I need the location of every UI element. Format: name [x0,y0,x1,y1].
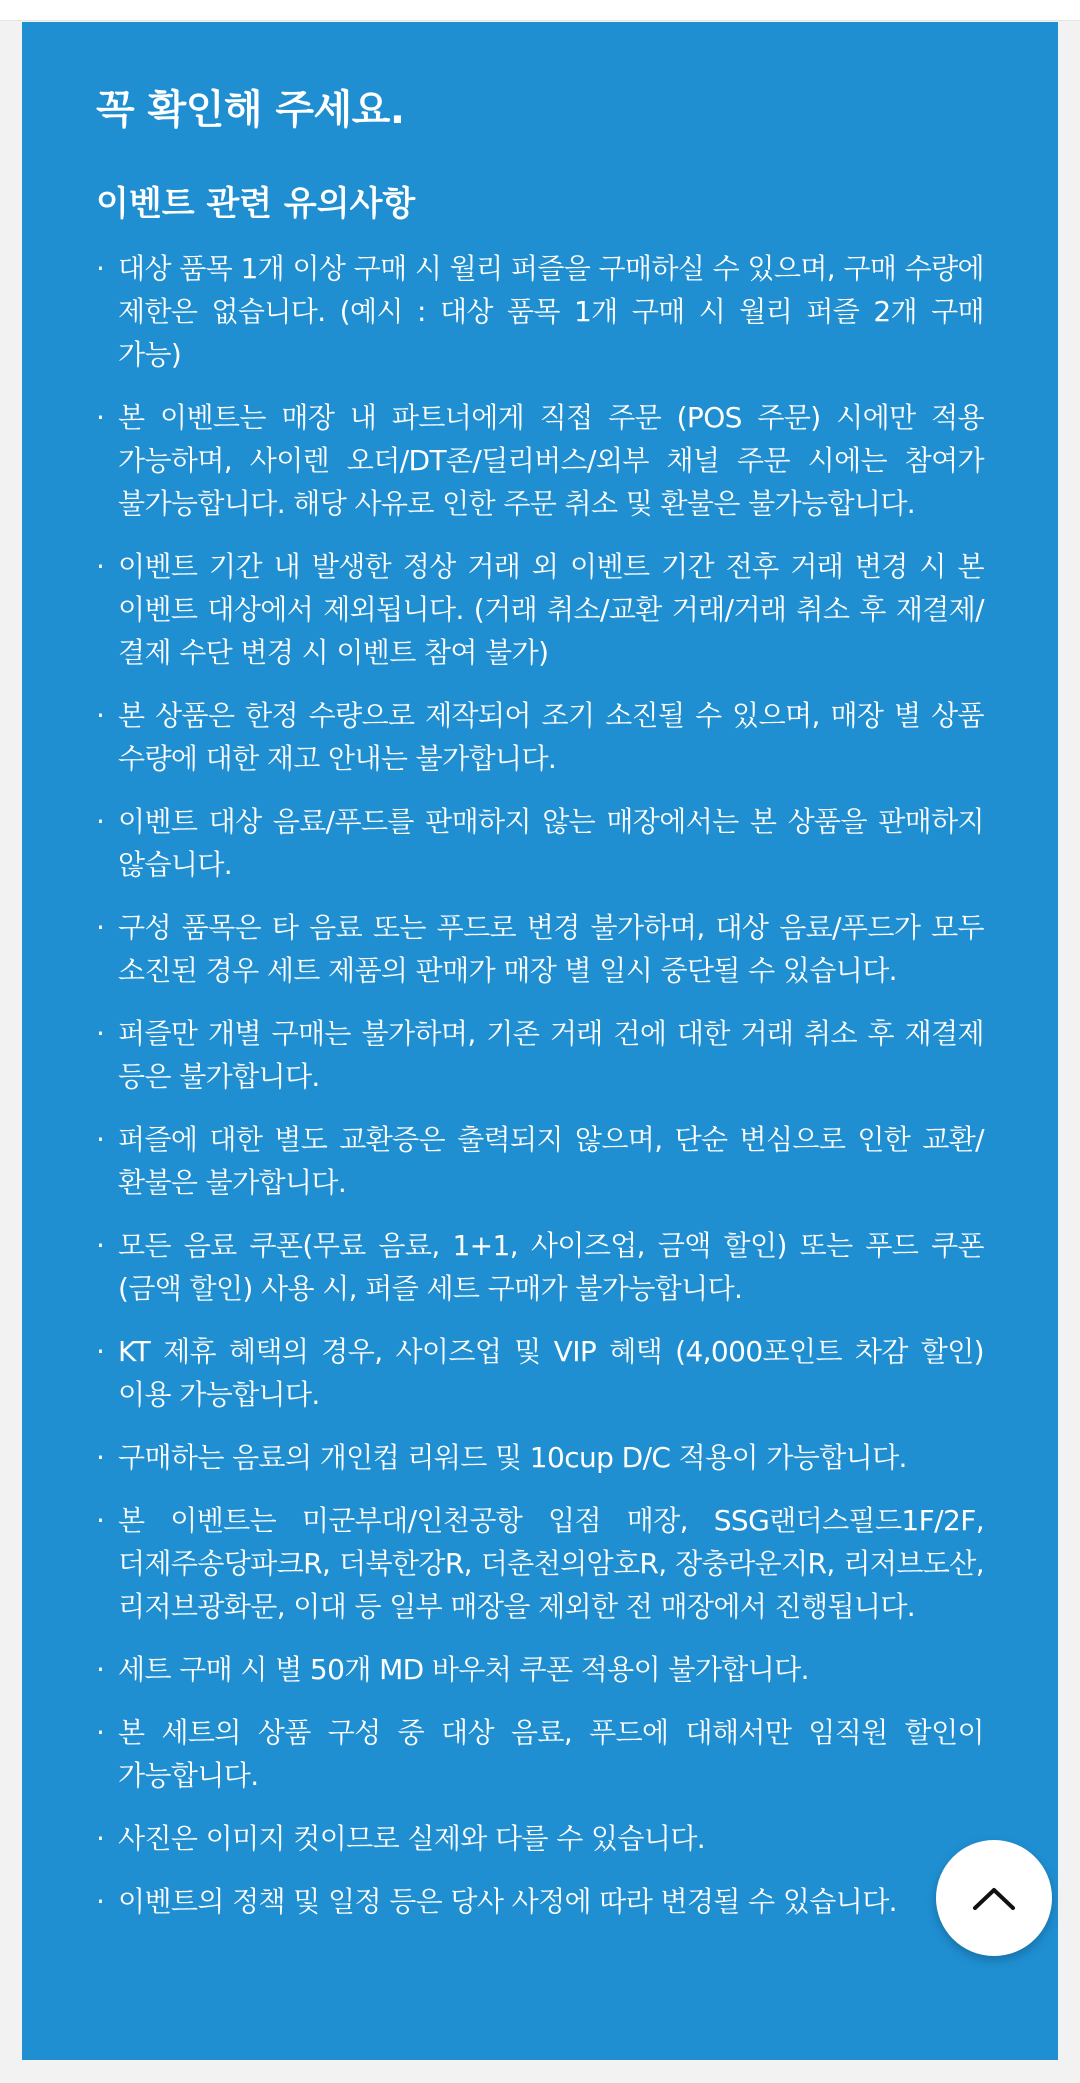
scroll-to-top-button[interactable] [936,1840,1052,1956]
notice-item [96,396,984,525]
notice-item-text: 본 상품은 한정 수량으로 제작되어 조기 소진될 수 있으며, 매장 별 상품 수량에 대한 재고 안내는 불가합니다. [118,698,984,775]
notice-item-text: 대상 품목 1개 이상 구매 시 월리 퍼즐을 구매하실 수 있으며, 구매 수량에 제한은 없습니다. (예시 : 대상 품목 1개 구매 시 월리 퍼즐 2개 구매 가능) [118,251,984,371]
notice-item-text: 세트 구매 시 별 50개 MD 바우처 쿠폰 적용이 불가합니다. [118,1652,809,1686]
notice-item [96,545,984,674]
notice-item-text: 구성 품목은 타 음료 또는 푸드로 변경 불가하며, 대상 음료/푸드가 모두 소진된 경우 세트 제품의 판매가 매장 별 일시 중단될 수 있습니다. [118,910,984,987]
bullet-icon: · [96,1122,105,1156]
notice-item-text: 퍼즐만 개별 구매는 불가하며, 기존 거래 건에 대한 거래 취소 후 재결제 등은 불가합니다. [118,1016,984,1093]
notice-item [96,906,984,992]
notice-item [96,1118,984,1204]
notice-item-text: 구매하는 음료의 개인컵 리워드 및 10cup D/C 적용이 가능합니다. [118,1440,907,1474]
bullet-icon: · [96,910,105,944]
bullet-icon: · [96,1440,105,1474]
bullet-icon: · [96,698,105,732]
bullet-icon: · [96,400,105,434]
notice-item-text: 이벤트 대상 음료/푸드를 판매하지 않는 매장에서는 본 상품을 판매하지 않습니다. [118,804,984,881]
notice-item-text: 본 이벤트는 매장 내 파트너에게 직접 주문 (POS 주문) 시에만 적용 가능하며, 사이렌 오더/DT존/딜리버스/외부 채널 주문 시에는 참여가 불가능합니다. 해당 사유로 인한 주문 취소 및 환불은 불가능합니다. [118,400,984,520]
notice-item [96,1711,984,1797]
notice-item-text: KT 제휴 혜택의 경우, 사이즈업 및 VIP 혜택 (4,000포인트 차감 할인) 이용 가능합니다. [118,1334,984,1411]
notice-item-text: 본 이벤트는 미군부대/인천공항 입점 매장, SSG랜더스필드1F/2F, 더제주송당파크R, 더북한강R, 더춘천의암호R, 장충라운지R, 리저브도산, 리저브광화문, 이대 등 일부 매장을 제외한 전 매장에서 진행됩니다. [118,1503,984,1623]
notice-item-text: 이벤트 기간 내 발생한 정상 거래 외 이벤트 기간 전후 거래 변경 시 본 이벤트 대상에서 제외됩니다. (거래 취소/교환 거래/거래 취소 후 재결제/결제 수단 변경 시 이벤트 참여 불가) [118,549,984,669]
notice-list [96,247,984,1923]
section-title: 이벤트 관련 유의사항 [96,184,416,224]
bullet-icon: · [96,1503,105,1537]
bullet-icon: · [96,1016,105,1050]
bullet-icon: · [96,1821,105,1855]
bullet-icon: · [96,549,105,583]
bullet-icon: · [96,251,105,285]
notice-item-text: 모든 음료 쿠폰(무료 음료, 1+1, 사이즈업, 금액 할인) 또는 푸드 쿠폰(금액 할인) 사용 시, 퍼즐 세트 구매가 불가능합니다. [118,1228,984,1305]
notice-item [96,1224,984,1310]
notice-item [96,1648,984,1691]
notice-item-text: 퍼즐에 대한 별도 교환증은 출력되지 않으며, 단순 변심으로 인한 교환/환불은 불가합니다. [118,1122,984,1199]
notice-item [96,694,984,780]
notice-item-text: 사진은 이미지 컷이므로 실제와 다를 수 있습니다. [118,1821,706,1855]
bullet-icon: · [96,1715,105,1749]
chevron-up-icon [972,1885,1016,1911]
notice-item [96,800,984,886]
notice-item [96,247,984,376]
notice-item-text: 이벤트의 정책 및 일정 등은 당사 사정에 따라 변경될 수 있습니다. [118,1884,897,1918]
bullet-icon: · [96,1652,105,1686]
notice-item [96,1880,984,1923]
bullet-icon: · [96,1228,105,1262]
top-bar [0,0,1080,21]
notice-item [96,1436,984,1479]
bullet-icon: · [96,1334,105,1368]
notice-item [96,1330,984,1416]
notice-item [96,1817,984,1860]
notice-title: 꼭 확인해 주세요. [96,87,405,133]
notice-item-text: 본 세트의 상품 구성 중 대상 음료, 푸드에 대해서만 임직원 할인이 가능합니다. [118,1715,984,1792]
notice-item [96,1499,984,1628]
bullet-icon: · [96,1884,105,1918]
notice-panel [22,22,1058,2060]
bullet-icon: · [96,804,105,838]
notice-item [96,1012,984,1098]
